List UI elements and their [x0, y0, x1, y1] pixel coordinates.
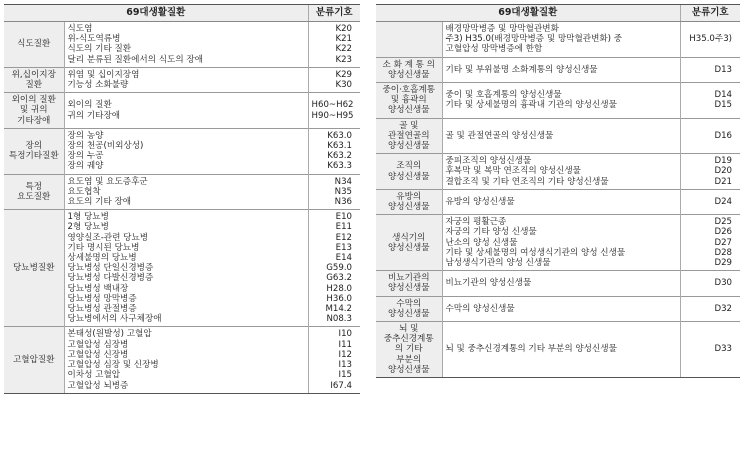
disease-item: 결합조직 및 기타 연조직의 기타 양성신생물 [445, 176, 609, 187]
classification-code: E13 [335, 242, 353, 253]
category-label: 특정 [25, 181, 43, 192]
category-label: 양성신생물 [387, 171, 430, 182]
classification-code: D13 [714, 64, 733, 75]
disease-item: 중피조직의 양성신생물 [445, 156, 532, 167]
classification-code: H36.0 [326, 293, 353, 304]
disease-cell [64, 22, 308, 68]
classification-code: K22 [335, 44, 353, 55]
table-row [376, 215, 740, 271]
category-cell [376, 296, 442, 321]
disease-item: 상세불명의 당뇨병 [67, 253, 137, 264]
category-label: 요도질환 [17, 191, 51, 202]
classification-code: D32 [714, 303, 733, 314]
code-cell [308, 22, 360, 68]
disease-item: 고혈압성 심장 및 신장병 [67, 360, 159, 371]
disease-item: 요도염 및 요도증후군 [67, 176, 148, 187]
table-row [376, 271, 740, 296]
classification-code: K21 [335, 34, 353, 45]
disease-item: 고혈압성 뇌병증 [67, 380, 129, 391]
category-label: 양성신생물 [387, 69, 430, 80]
code-cell [680, 296, 740, 321]
disease-item: 요도의 기타 장애 [67, 197, 132, 208]
category-label: 의 기타 [394, 344, 423, 355]
category-cell [4, 174, 64, 210]
classification-code: H28.0 [326, 283, 353, 294]
disease-cell [64, 327, 308, 393]
table-row [4, 210, 360, 327]
category-cell [4, 22, 64, 68]
table-header-row [376, 5, 740, 22]
category-cell [376, 189, 442, 214]
classification-code: E14 [335, 253, 353, 264]
category-cell [4, 128, 64, 174]
classification-code: D29 [714, 258, 733, 269]
category-label: 중추신경계통 [383, 334, 434, 345]
classification-code: K20 [335, 24, 353, 34]
classification-code: D30 [714, 278, 733, 289]
classification-code: G59.0 [326, 263, 353, 274]
code-cell [680, 154, 740, 190]
classification-code: E12 [335, 232, 353, 243]
category-label: 양성신생물 [387, 242, 430, 253]
left-disease-table [4, 4, 360, 394]
disease-cell [442, 154, 680, 190]
category-cell [376, 22, 442, 58]
category-label: 및 흉곽의 [390, 95, 427, 106]
disease-item: 2형 당뇨병 [67, 222, 109, 233]
classification-code: I13 [338, 360, 353, 371]
category-label: 부분의 [396, 354, 422, 365]
category-label: 양성신생물 [387, 202, 430, 213]
disease-item: 뇌 및 중추신경계통의 기타 부분의 양성신생물 [445, 344, 617, 355]
category-label: 양성신생물 [387, 364, 430, 375]
category-label: 질환 [25, 80, 43, 91]
disease-item: 중이 및 호흡계통의 양성신생물 [445, 90, 562, 101]
disease-item: 위-식도역류병 [67, 34, 121, 45]
classification-code: E10 [335, 212, 353, 223]
category-cell [376, 154, 442, 190]
category-label: 식도질환 [17, 39, 51, 50]
table-row [376, 22, 740, 58]
code-cell [308, 210, 360, 327]
category-label: 외이의 질환 [11, 95, 56, 106]
disease-item: 고혈압성 신장병 [67, 349, 129, 360]
classification-code: D14 [714, 90, 733, 101]
category-label: 수막의 [396, 298, 422, 309]
disease-item: 난소의 양성 신생물 [445, 237, 518, 248]
classification-code: K63.0 [327, 130, 353, 141]
disease-item: 영양실조-관련 당뇨병 [67, 232, 149, 243]
disease-item: 당뇨병성 단일신경병증 [67, 263, 154, 274]
category-label: 장의 [25, 141, 43, 152]
classification-code: K23 [335, 54, 353, 65]
code-cell [308, 327, 360, 393]
category-label: 양성신생물 [387, 105, 430, 116]
code-cell [308, 67, 360, 92]
table-row [4, 174, 360, 210]
code-cell [680, 215, 740, 271]
category-cell [4, 93, 64, 129]
header-disease: 69대생활질환 [4, 5, 308, 22]
disease-item: 외이의 질환 [67, 100, 112, 111]
disease-item: 1형 당뇨병 [67, 212, 109, 223]
classification-code: I11 [338, 339, 353, 350]
category-label: 뇌 및 [399, 324, 419, 335]
category-cell [4, 67, 64, 92]
classification-code: D15 [714, 100, 733, 111]
category-label: 생식기의 [392, 232, 426, 243]
disease-item: 기능성 소화불량 [67, 80, 129, 91]
disease-cell [442, 271, 680, 296]
disease-item: 기타 및 부위불명 소화계통의 양성신생물 [445, 64, 598, 75]
category-label: 양성신생물 [387, 141, 430, 152]
disease-cell [442, 22, 680, 58]
category-cell [376, 215, 442, 271]
classification-code: D25 [714, 217, 733, 228]
code-cell [680, 22, 740, 58]
category-cell [376, 271, 442, 296]
disease-cell [64, 210, 308, 327]
classification-code: K63.3 [327, 161, 353, 172]
category-label: 소 화 계 통 의 [382, 59, 435, 70]
code-cell [680, 57, 740, 82]
header-code: 분류기호 [680, 5, 740, 22]
classification-code: M14.2 [325, 304, 353, 315]
category-cell [4, 210, 64, 327]
classification-code: D16 [714, 130, 733, 141]
classification-code: G63.2 [326, 273, 353, 284]
table-row [376, 83, 740, 119]
table-row [4, 22, 360, 68]
table-row [4, 327, 360, 393]
classification-code: D20 [714, 166, 733, 177]
disease-cell [64, 67, 308, 92]
category-label: 관절연골의 [387, 130, 430, 141]
category-label: 위,십이지장 [11, 69, 56, 80]
category-cell [376, 118, 442, 154]
disease-item: 당뇨병에서의 사구체장애 [67, 314, 162, 325]
code-cell [308, 128, 360, 174]
classification-code: E11 [335, 222, 353, 233]
disease-item: 남성생식기관의 양성 신생물 [445, 258, 551, 269]
classification-code: K29 [335, 69, 353, 80]
table-row [4, 67, 360, 92]
table-row [376, 189, 740, 214]
classification-code: H90~H95 [311, 110, 354, 121]
disease-item: 당뇨병성 다발신경병증 [67, 273, 154, 284]
category-label: 유방의 [396, 191, 422, 202]
classification-code: H60~H62 [311, 100, 354, 111]
disease-item: 고혈압성 망막병증에 한함 [445, 44, 543, 55]
disease-item: 장의 천공(비외상성) [67, 141, 144, 152]
disease-item: 수막의 양성신생물 [445, 303, 515, 314]
category-label: 조직의 [396, 161, 422, 172]
disease-item: 유방의 양성신생물 [445, 196, 515, 207]
classification-code: I67.4 [330, 380, 353, 391]
category-label: 비뇨기관의 [387, 273, 430, 284]
table-row [376, 296, 740, 321]
category-cell [4, 327, 64, 393]
disease-item: 식도의 기타 질환 [67, 44, 132, 55]
disease-item: 자궁의 평활근종 [445, 217, 507, 228]
table-row [4, 93, 360, 129]
classification-code: K63.1 [327, 141, 353, 152]
disease-cell [64, 128, 308, 174]
disease-item: 배경망막병증 및 망막혈관변화 [445, 24, 559, 34]
classification-code: I10 [338, 329, 353, 340]
category-label: 및 귀의 [19, 105, 48, 116]
code-cell [680, 271, 740, 296]
disease-item: 장의 궤양 [67, 161, 104, 172]
disease-item: 귀의 기타장애 [67, 110, 121, 121]
classification-code: H35.0주3) [689, 34, 733, 45]
disease-item: 당뇨병성 백내장 [67, 283, 129, 294]
disease-cell [442, 322, 680, 378]
category-label: 골 및 [399, 120, 419, 131]
table-row [376, 118, 740, 154]
disease-item: 장의 누공 [67, 151, 104, 162]
disease-cell [442, 215, 680, 271]
disease-item: 비뇨기관의 양성신생물 [445, 278, 532, 289]
classification-code: K30 [335, 80, 353, 91]
disease-item: 기타 및 상세불명의 여성생식기관의 양성 신생물 [445, 247, 626, 258]
category-label: 특정기타질환 [8, 151, 59, 162]
header-code: 분류기호 [308, 5, 360, 22]
category-label: 양성신생물 [387, 283, 430, 294]
disease-item: 식도염 [67, 24, 93, 34]
right-disease-table [376, 4, 740, 378]
code-cell [308, 174, 360, 210]
category-label: 당뇨병질환 [12, 263, 55, 274]
category-label: 양성신생물 [387, 308, 430, 319]
code-cell [680, 322, 740, 378]
classification-code: N36 [334, 197, 353, 208]
classification-code: N35 [334, 186, 353, 197]
classification-code: D33 [714, 344, 733, 355]
classification-code: K63.2 [327, 151, 353, 162]
code-cell [680, 118, 740, 154]
classification-code: I12 [338, 349, 353, 360]
classification-code: I15 [338, 370, 353, 381]
table-header-row [4, 5, 360, 22]
disease-item: 자궁의 기타 양성 신생물 [445, 227, 537, 238]
disease-item: 기타 명시된 당뇨병 [67, 242, 140, 253]
disease-item: 달리 분류된 질환에서의 식도의 장애 [67, 54, 203, 65]
classification-code: N34 [334, 176, 353, 187]
code-cell [680, 189, 740, 214]
disease-cell [442, 296, 680, 321]
code-cell [680, 83, 740, 119]
disease-cell [442, 118, 680, 154]
disease-item: 당뇨병성 관절병증 [67, 304, 137, 315]
header-disease: 69대생활질환 [376, 5, 680, 22]
disease-cell [442, 57, 680, 82]
classification-code: D26 [714, 227, 733, 238]
disease-item: 기타 및 상세불명의 흉곽내 기관의 양성신생물 [445, 100, 617, 111]
table-row [376, 154, 740, 190]
disease-item: 당뇨병성 망막병증 [67, 293, 137, 304]
disease-item: 고혈압성 심장병 [67, 339, 129, 350]
disease-cell [64, 93, 308, 129]
table-row [376, 322, 740, 378]
disease-item: 요도협착 [67, 186, 101, 197]
disease-item: 본태성(원발성) 고혈압 [67, 329, 152, 340]
code-cell [308, 93, 360, 129]
category-cell [376, 83, 442, 119]
table-row [376, 57, 740, 82]
classification-code: D28 [714, 247, 733, 258]
disease-cell [442, 189, 680, 214]
disease-cell [442, 83, 680, 119]
category-label: 기타장애 [17, 115, 51, 126]
table-row [4, 128, 360, 174]
classification-code: D19 [714, 156, 733, 167]
disease-item: 이차성 고혈압 [67, 370, 121, 381]
disease-item: 장의 농양 [67, 130, 104, 141]
classification-code: N08.3 [326, 314, 353, 325]
disease-item: 후복막 및 복막 연조직의 양성신생물 [445, 166, 581, 177]
classification-code: D21 [714, 176, 733, 187]
category-label: 고혈압질환 [12, 354, 55, 365]
disease-item: 골 및 관절연골의 양성신생물 [445, 130, 554, 141]
category-label: 중이·호흡계통 [382, 85, 436, 96]
category-cell [376, 57, 442, 82]
classification-code: D24 [714, 196, 733, 207]
category-cell [376, 322, 442, 378]
disease-cell [64, 174, 308, 210]
disease-item: 위염 및 십이지장염 [67, 69, 140, 80]
disease-item: 주3) H35.0(배경망막병증 및 망막혈관변화) 중 [445, 34, 623, 45]
classification-code: D27 [714, 237, 733, 248]
